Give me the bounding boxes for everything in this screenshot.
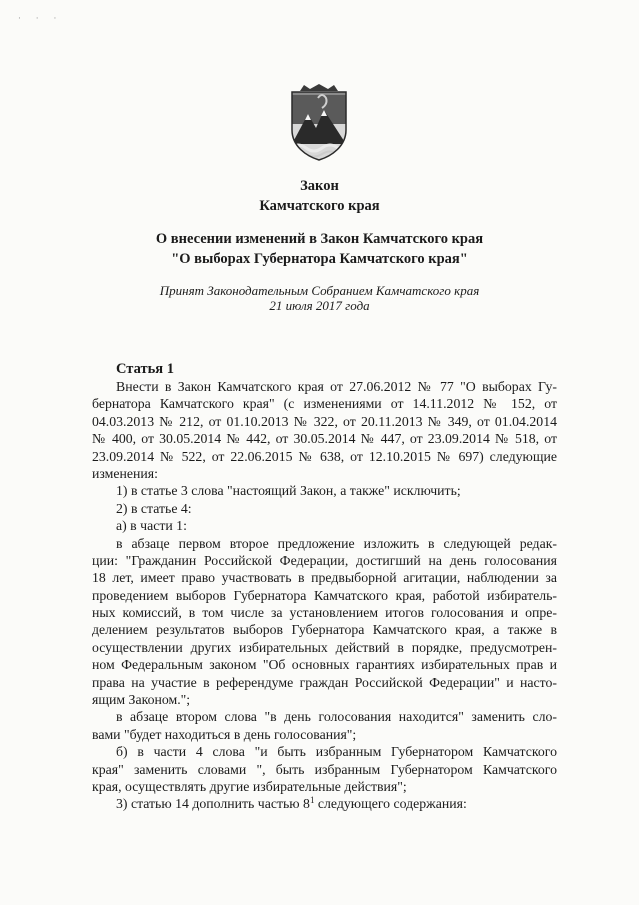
body-line: ном Федеральным законом "Об основных гарантиях избирательных прав и: [92, 657, 557, 673]
adoption-date: 21 июля 2017 года: [269, 298, 370, 313]
body-line: ных комиссий, в том числе за установлением итогов голосования и опре-: [92, 605, 557, 621]
body-line: а) в части 1:: [116, 518, 187, 534]
body-line-text: следующего содержания:: [314, 796, 467, 812]
law-title-line-1: Закон: [300, 178, 339, 194]
body-line: Внести в Закон Камчатского края от 27.06.2012 № 77 "О выборах Гу-: [116, 379, 557, 394]
body-line: края" заменить словами ", быть избранным Губернатором Камчатского: [92, 761, 557, 777]
body-line: бернатора Камчатского края" (с изменениями от 14.11.2012 № 152, от: [92, 396, 557, 412]
amendment-title: [0, 229, 639, 269]
body-line: 18 лет, имеет право участвовать в предвыборной агитации, наблюдении за: [92, 570, 557, 586]
body-line: б) в части 4 слова "и быть избранным Губернатором Камчатского: [116, 744, 557, 760]
body-line: проведением выборов Губернатора Камчатского края, работой избиратель-: [92, 587, 557, 603]
body-line: 2) в статье 4:: [116, 500, 192, 516]
body-line-text: 3) статью 14 дополнить частью 8: [116, 796, 310, 812]
body-line: вами "будет находиться в день голосования";: [92, 726, 357, 742]
amendment-title-line-1: О внесении изменений в Закон Камчатского края: [155, 231, 484, 247]
superscript-one: 1: [309, 795, 315, 806]
body-line: 23.09.2014 № 522, от 22.06.2015 № 638, от 12.10.2015 № 697) следующие: [92, 448, 557, 464]
body-line: в абзаце втором слова "в день голосования находится" заменить сло-: [116, 709, 557, 725]
body-line: ции: "Гражданин Российской Федерации, достигший на день голосования: [92, 552, 557, 568]
law-title-line-2: Камчатского края: [259, 198, 380, 214]
body-line: края, осуществлять другие избирательные действия";: [92, 778, 407, 794]
adoption-note-line-1: Принят Законодательным Собранием Камчатского края: [159, 283, 480, 298]
amendment-title-line-2: "О выборах Губернатора Камчатского края": [171, 251, 468, 267]
body-line: ящим Законом.";: [92, 692, 191, 708]
body-line: 1) в статье 3 слова "настоящий Закон, а также" исключить;: [116, 483, 461, 499]
adoption-note: [0, 283, 639, 313]
article-heading: Статья 1: [116, 361, 174, 377]
body-line: делением результатов выборов Губернатора Камчатского края, а также в: [92, 622, 557, 638]
body-line: права на участие в референдуме граждан Российской Федерации" и насто-: [92, 674, 557, 690]
article-body: [92, 378, 557, 813]
kamchatka-coat-of-arms-icon: [288, 84, 350, 162]
scan-specks: · · ·: [18, 14, 63, 24]
body-line: осуществлении других избирательных действий в порядке, предусмотрен-: [92, 639, 557, 655]
body-line: 04.03.2013 № 212, от 01.10.2013 № 322, от 20.11.2013 № 349, от 01.04.2014: [92, 413, 557, 429]
body-line: № 400, от 30.05.2014 № 442, от 30.05.2014 № 447, от 23.09.2014 № 518, от: [92, 431, 557, 447]
body-line: [92, 795, 557, 812]
body-line: в абзаце первом второе предложение изложить в следующей редак-: [116, 535, 557, 551]
law-title: [0, 176, 639, 216]
body-line: изменения:: [92, 465, 158, 481]
